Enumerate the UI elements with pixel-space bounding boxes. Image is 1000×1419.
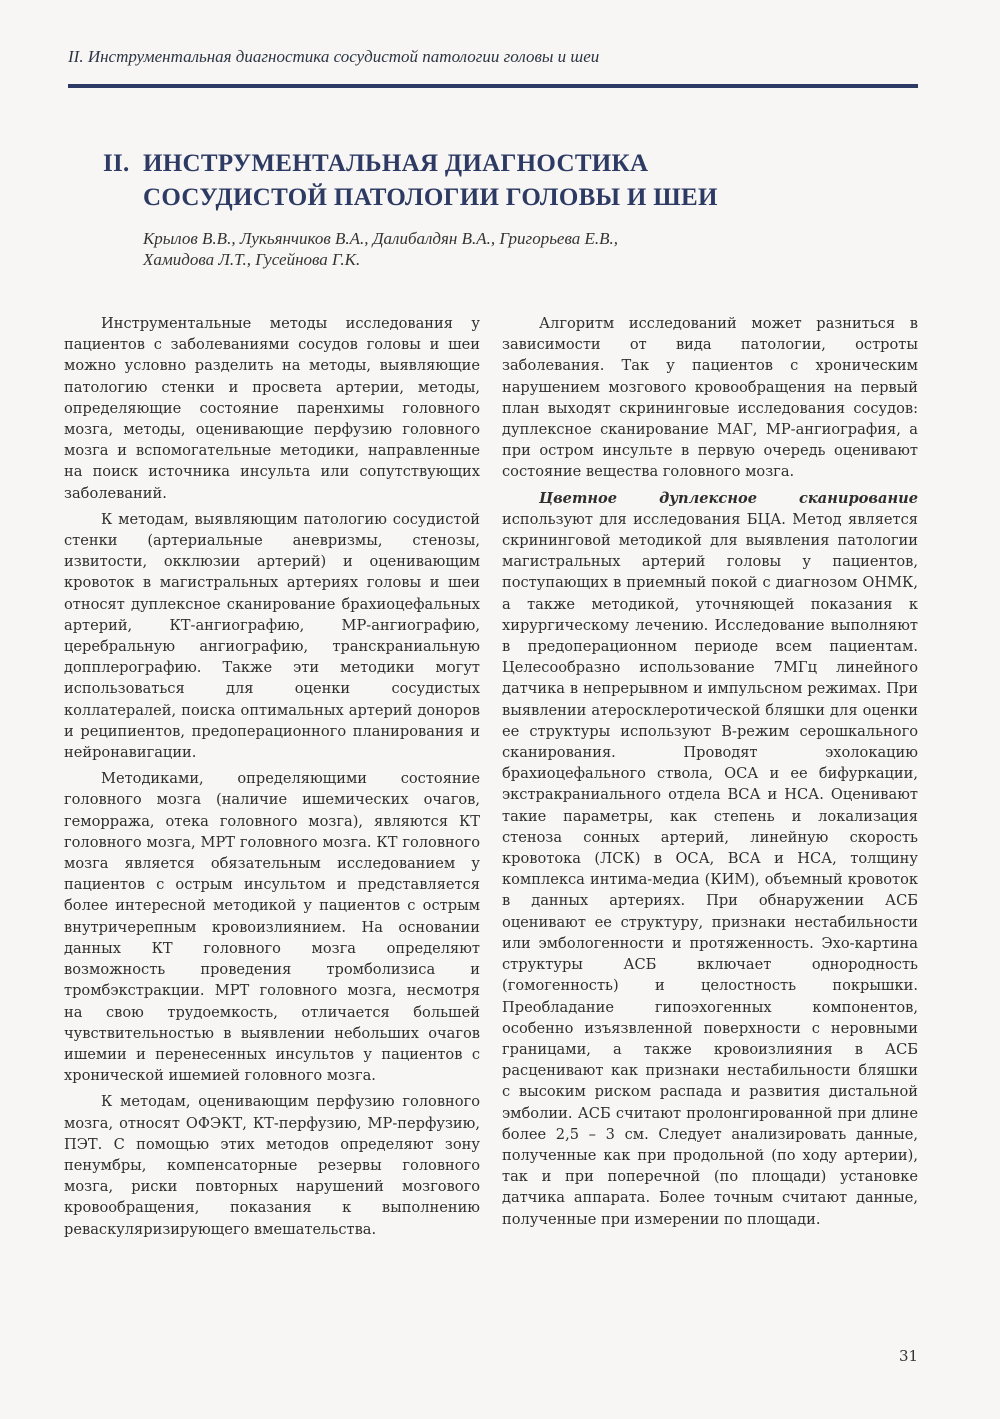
authors: [143, 228, 618, 270]
lead-term: Цветное дуплексное сканирование: [539, 489, 918, 507]
left-column: [64, 313, 480, 1240]
chapter-title: [103, 147, 718, 215]
paragraph: К методам, оценивающим перфузию головного мозга, относят ОФЭКТ, КТ-перфузию, МР-перфузию, ПЭТ. С помощью этих методов определяют зону пенумбры, компенсаторные резервы головного мозга, риски повторных нарушений мозгового кровообращения, показания к выполнению реваскуляризирующего вмешательства.: [64, 1093, 480, 1238]
paragraph-body: используют для исследования БЦА. Метод является скрининговой методикой для выявления патологии магистральных артерий головы у пациентов, поступающих в приемный покой с диагнозом ОНМК, а также методикой, уточняющей показания к хирургическому лечению. Исследование выполняют в предоперационном периоде всем пациентам. Целесообразно использование 7МГц линейного датчика в непрерывном и импульсном режимах. При выявлении атеросклеротической бляшки для оценки ее структуры используют В-режим серошкального сканирования. Проводят эхолокацию брахиоцефального ствола, ОСА и ее бифуркации, экстракраниального отдела ВСА и НСА. Оценивают такие параметры, как степень и локализация стеноза сонных артерий, линейную скорость кровотока (ЛСК) в ОСА, ВСА и НСА, толщину комплекса интима-медиа (КИМ), объемный кровоток в данных артериях. При обнаружении АСБ оценивают ее структуру, признаки нестабильности или эмбологенности и протяженность. Эхо-картина структуры АСБ включает однородность (гомогенность) и целостность покрышки. Преобладание гипоэхогенных компонентов, особенно изъязвленной поверхности с неровными границами, а также кровоизлияния в АСБ расценивают как признаки нестабильности бляшки с высоким риском распада и развития дистальной эмболии. АСБ считают пролонгированной при длине более 2,5 – 3 см. Следует анализировать данные, полученные как при продольной (по ходу артерии), так и при поперечной (по площади) установке датчика аппарата. Более точным считают данные, полученные при измерении по площади.: [502, 510, 918, 1228]
page-number: 31: [899, 1347, 919, 1365]
chapter-title-line-2: СОСУДИСТОЙ ПАТОЛОГИИ ГОЛОВЫ И ШЕИ: [143, 184, 718, 211]
paragraph: К методам, выявляющим патологию сосудистой стенки (артериальные аневризмы, стенозы, извитости, окклюзии артерий) и оценивающим кровоток в магистральных артериях головы и шеи относят дуплексное сканирование брахиоцефальных артерий, КТ-ангиографию, МР-ангиографию, церебральную ангиографию, транскраниальную допплерографию. Также эти методики могут использоваться для оценки сосудистых коллатералей, поиска оптимальных артерий доноров и реципиентов, предоперационного планирования и нейронавигации.: [64, 510, 480, 762]
authors-line-2: Хамидова Л.Т., Гусейнова Г.К.: [143, 250, 361, 269]
authors-line-1: Крылов В.В., Лукьянчиков В.А., Далибалдян В.А., Григорьева Е.В.,: [143, 229, 619, 248]
chapter-title-line-1: [103, 147, 718, 181]
right-column: [502, 313, 918, 1230]
paragraph-duplex-scanning: [502, 488, 918, 1230]
chapter-number: II.: [103, 150, 130, 177]
running-header: II. Инструментальная диагностика сосудистой патологии головы и шеи: [68, 47, 600, 66]
paragraph: Алгоритм исследований может разниться в зависимости от вида патологии, остроты заболевания. Так у пациентов с хроническим нарушением мозгового кровообращения на первый план выходят скрининговые исследования сосудов: дуплексное сканирование МАГ, МР-ангиография, а при остром инсульте в первую очередь оценивают состояние вещества головного мозга.: [502, 315, 918, 481]
chapter-title-text-1: ИНСТРУМЕНТАЛЬНАЯ ДИАГНОСТИКА: [143, 150, 649, 177]
header-rule: [68, 84, 918, 88]
paragraph: Методиками, определяющими состояние головного мозга (наличие ишемических очагов, геморража, отека головного мозга), являются КТ головного мозга, МРТ головного мозга. КТ головного мозга является обязательным исследованием у пациентов с острым инсультом и представляется более интересной методикой у пациентов с острым внутричерепным кровоизлиянием. На основании данных КТ головного мозга определяют возможность проведения тромболизиса и тромбэкстракции. МРТ головного мозга, несмотря на свою трудоемкость, отличается большей чувствительностью в выявлении небольших очагов ишемии и перенесенных инсультов у пациентов с хронической ишемией головного мозга.: [64, 770, 480, 1085]
paragraph: Инструментальные методы исследования у пациентов с заболеваниями сосудов головы и шеи можно условно разделить на методы, выявляющие патологию стенки и просвета артерии, методы, определяющие состояние паренхимы головного мозга, методы, оценивающие перфузию головного мозга и вспомогательные методики, направленные на поиск источника инсульта или сопутствующих заболеваний.: [64, 315, 480, 502]
